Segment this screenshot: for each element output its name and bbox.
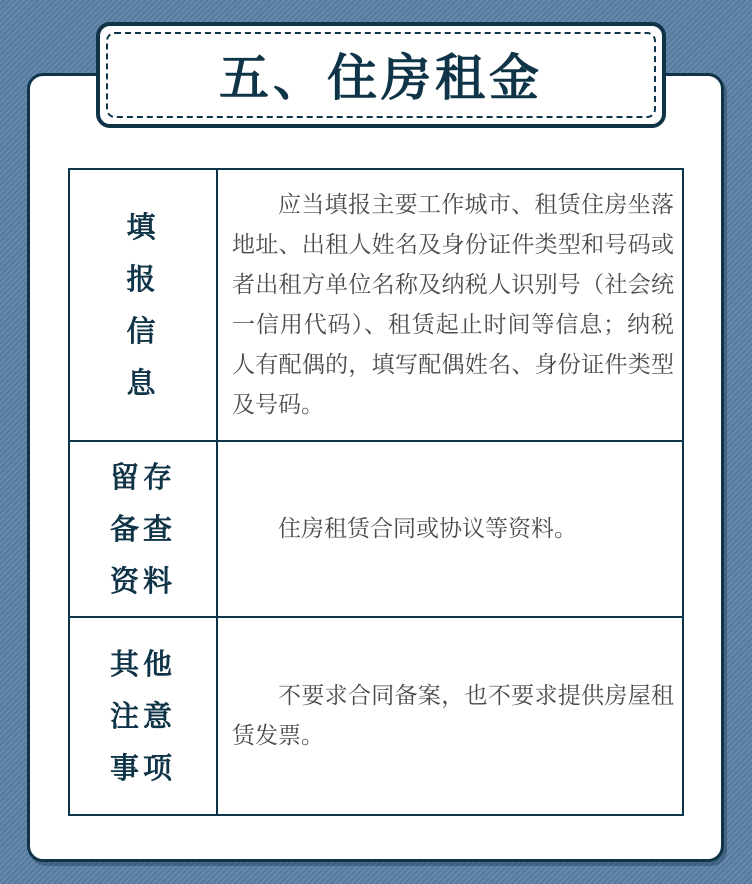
page-title: 五、住房租金 <box>219 49 543 107</box>
row-content-other-notes: 不要求合同备案，也不要求提供房屋租赁发票。 <box>232 683 674 749</box>
info-table <box>68 168 684 816</box>
row-content-fill-info: 应当填报主要工作城市、租赁住房坐落地址、出租人姓名及身份证件类型和号码或者出租方单位名称及纳税人识别号（社会统一信用代码）、租赁起止时间等信息；纳税人有配偶的，填写配偶姓名、身份证件类型及号码。 <box>232 192 674 418</box>
row-label-cell <box>69 169 217 441</box>
row-label-cell <box>69 441 217 617</box>
table-row-retained-docs <box>69 441 683 617</box>
row-content-cell <box>217 617 683 815</box>
row-label-retained-docs: 留存 备查 资料 <box>109 460 176 598</box>
row-content-cell <box>217 169 683 441</box>
row-content-retained-docs: 住房租赁合同或协议等资料。 <box>278 516 577 542</box>
title-dashed-frame <box>106 32 656 118</box>
row-label-other-notes: 其他 注意 事项 <box>109 647 176 785</box>
table-row-fill-info <box>69 169 683 441</box>
row-content-cell <box>217 441 683 617</box>
row-label-cell <box>69 617 217 815</box>
table-row-other-notes <box>69 617 683 815</box>
title-banner <box>96 22 666 128</box>
row-label-fill-info: 填 报 信 息 <box>126 210 160 400</box>
